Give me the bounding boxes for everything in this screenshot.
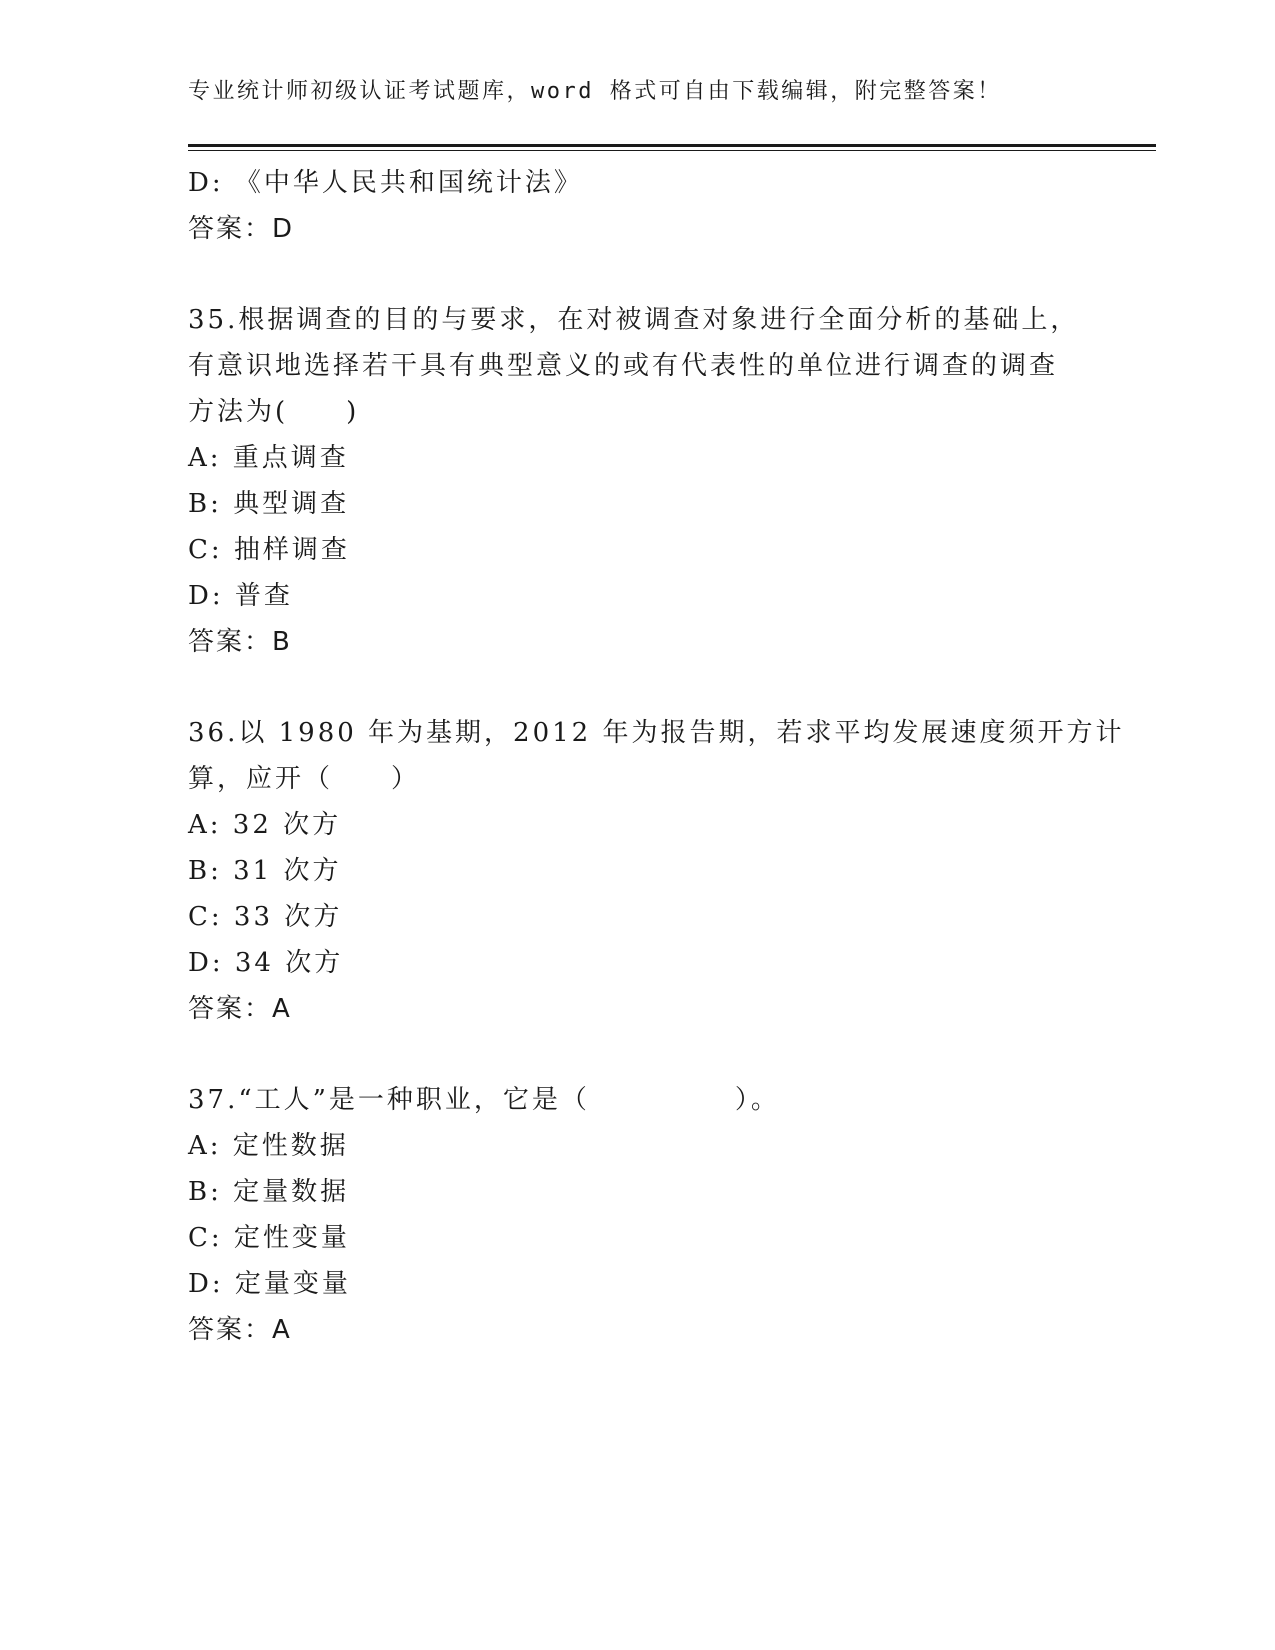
option-a: A: 重点调查	[188, 443, 349, 473]
option-c: C: 抽样调查	[188, 535, 350, 565]
question-text: 有意识地选择若干具有典型意义的或有代表性的单位进行调查的调查	[188, 351, 1059, 381]
exam-content	[188, 160, 1125, 1353]
option-b: B: 典型调查	[188, 489, 350, 519]
answer: 答案：B	[188, 627, 292, 657]
question-text: 方法为( )	[188, 397, 360, 427]
option-c: C: 定性变量	[188, 1223, 350, 1253]
option-d: D: 定量变量	[188, 1269, 351, 1299]
option-a: A: 定性数据	[188, 1131, 349, 1161]
header-rule-thin	[188, 150, 1156, 151]
option-a: A: 32 次方	[188, 810, 342, 840]
question-text: 35.根据调查的目的与要求，在对被调查对象进行全面分析的基础上，	[188, 305, 1080, 335]
option-d: D: 普查	[188, 581, 293, 611]
header-rule-thick	[188, 144, 1156, 147]
answer: 答案：A	[188, 1315, 292, 1345]
option-b: B: 31 次方	[188, 856, 342, 886]
question-text: 37.“工人”是一种职业，它是（ ）。	[188, 1085, 780, 1115]
page-header: 专业统计师初级认证考试题库，word 格式可自由下载编辑，附完整答案！	[188, 79, 1002, 104]
option-c: C: 33 次方	[188, 902, 343, 932]
option-d: D: 34 次方	[188, 948, 344, 978]
answer: 答案：A	[188, 994, 292, 1024]
question-text: 算，应开（ ）	[188, 764, 421, 794]
prev-option-d: D: 《中华人民共和国统计法》	[188, 168, 583, 198]
question-36	[188, 710, 1125, 1032]
question-text: 36.以 1980 年为基期，2012 年为报告期，若求平均发展速度须开方计	[188, 718, 1125, 748]
question-35	[188, 297, 1088, 665]
prev-answer: 答案：D	[188, 214, 295, 244]
option-b: B: 定量数据	[188, 1177, 350, 1207]
question-37	[188, 1077, 1088, 1353]
